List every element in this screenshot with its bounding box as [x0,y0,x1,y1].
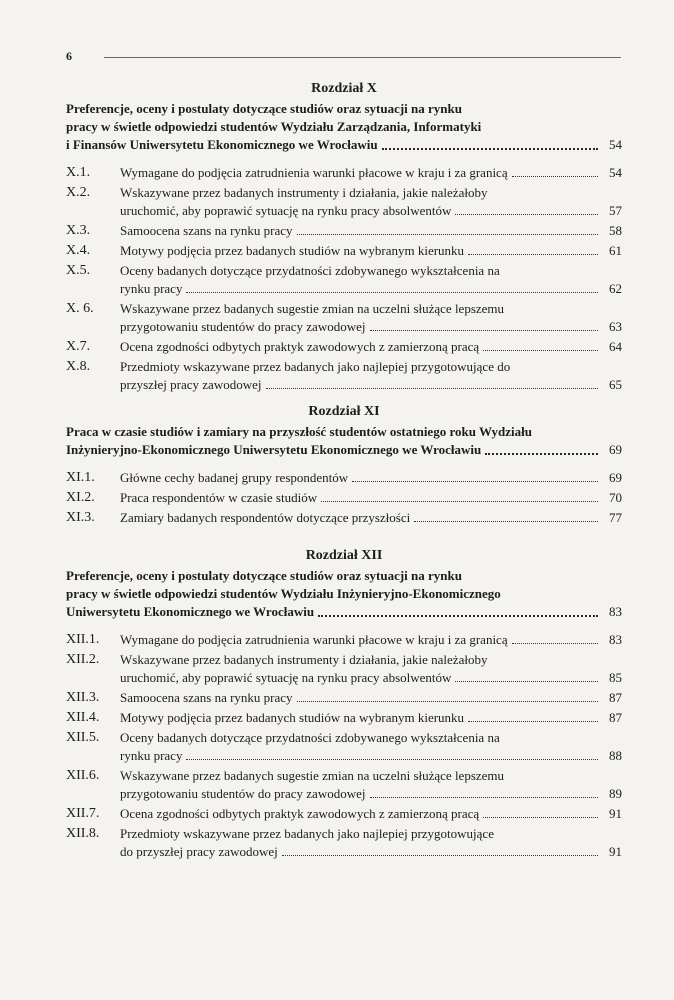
section-number: X.3. [66,223,91,238]
toc-entry [66,164,622,182]
section-number: XII.3. [66,690,100,705]
chapter-page-number: 54 [609,137,622,152]
section-page-number: 63 [609,319,622,334]
section-body [120,164,622,182]
toc-entry [66,338,622,356]
chapter-page-number: 83 [609,604,622,619]
section-title-line [120,631,622,649]
section-title-line [120,709,622,727]
dot-leader [455,214,598,215]
section-title-line [120,825,622,843]
section-body [120,184,622,220]
toc-entries [66,631,622,861]
section-body [120,300,622,336]
dot-leader [485,453,598,455]
chapter-subtitle-line [66,100,622,118]
section-title-line [120,338,622,356]
section-number: XII.7. [66,806,100,821]
section-body [120,729,622,765]
section-title-line [120,669,622,687]
toc-entries [66,469,622,527]
chapter-page-number: 69 [609,442,622,457]
chapter-subtitle-line [66,423,622,441]
section-body [120,222,622,240]
section-body [120,651,622,687]
section-number: X.1. [66,165,91,180]
section-number: X. 6. [66,301,94,316]
chapter-x [66,80,622,394]
dot-leader [370,330,599,331]
page-header [66,49,621,63]
section-title-line [120,184,622,202]
chapter-subtitle-line [66,585,622,603]
section-title-text: Praca respondentów w czasie studiów [120,490,318,505]
chapter-subtitle-text: Inżynieryjno-Ekonomicznego Uniwersytetu Ekonomicznego we Wrocławiu [66,442,482,457]
section-title-text: Przedmioty wskazywane przez badanych jako najlepiej przygotowujące [120,826,494,841]
section-page-number: 91 [609,806,622,821]
section-page-number: 87 [609,710,622,725]
section-number: X.7. [66,339,91,354]
toc-entry [66,262,622,298]
section-title-text: Ocena zgodności odbytych praktyk zawodowych z zamierzoną pracą [120,806,480,821]
dot-leader [352,481,598,482]
toc-entry [66,729,622,765]
section-title-text: Przedmioty wskazywane przez badanych jako najlepiej przygotowujące do [120,359,511,374]
section-page-number: 54 [609,165,622,180]
section-title-line [120,469,622,487]
section-title-text: Wymagane do podjęcia zatrudnienia warunki płacowe w kraju i za granicą [120,632,508,647]
section-title-line [120,358,622,376]
section-body [120,825,622,861]
section-title-line [120,262,622,280]
section-page-number: 58 [609,223,622,238]
section-title-text: Oceny badanych dotyczące przydatności zdobywanego wykształcenia na [120,263,500,278]
section-body [120,358,622,394]
section-body [120,262,622,298]
section-page-number: 61 [609,243,622,258]
section-title-text: rynku pracy [120,748,183,763]
chapter-subtitle-text: Praca w czasie studiów i zamiary na przyszłość studentów ostatniego roku Wydziału [66,424,532,439]
section-title-text: do przyszłej pracy zawodowej [120,844,278,859]
section-title-line [120,747,622,765]
dot-leader [414,521,598,522]
section-title-text: Wskazywane przez badanych sugestie zmian na uczelni służące lepszemu [120,768,505,783]
section-title-line [120,376,622,394]
section-title-line [120,280,622,298]
chapter-subtitle [66,423,622,459]
section-title-text: Zamiary badanych respondentów dotyczące przyszłości [120,510,411,525]
dot-leader [186,292,598,293]
toc-entry [66,651,622,687]
section-page-number: 88 [609,748,622,763]
section-title-line [120,785,622,803]
section-page-number: 87 [609,690,622,705]
section-title-line [120,729,622,747]
dot-leader [282,855,598,856]
section-title-text: Samoocena szans na rynku pracy [120,690,293,705]
chapter-subtitle-line [66,603,622,621]
dot-leader [468,254,598,255]
section-title-text: uruchomić, aby poprawić sytuację na rynku pracy absolwentów [120,203,452,218]
section-title-line [120,164,622,182]
toc-entry [66,300,622,336]
section-title-line [120,805,622,823]
toc-entry [66,242,622,260]
section-title-text: Wskazywane przez badanych instrumenty i działania, jakie należałoby [120,652,488,667]
section-page-number: 64 [609,339,622,354]
dot-leader [468,721,598,722]
section-number: XI.3. [66,510,95,525]
section-body [120,631,622,649]
toc-entry [66,469,622,487]
toc-entry [66,631,622,649]
section-page-number: 89 [609,786,622,801]
chapter-subtitle-text: pracy w świetle odpowiedzi studentów Wydziału Zarządzania, Informatyki [66,119,482,134]
chapter-subtitle-line [66,567,622,585]
section-number: XII.1. [66,632,100,647]
chapter-subtitle-line [66,118,622,136]
toc-entry [66,222,622,240]
dot-leader [512,176,598,177]
section-title-text: przygotowaniu studentów do pracy zawodowej [120,786,366,801]
section-body [120,469,622,487]
dot-leader [382,148,598,150]
toc-entry [66,805,622,823]
section-title-text: Samoocena szans na rynku pracy [120,223,293,238]
section-page-number: 91 [609,844,622,859]
toc-entry [66,358,622,394]
section-title-line [120,651,622,669]
section-number: XII.5. [66,730,100,745]
section-page-number: 62 [609,281,622,296]
section-page-number: 69 [609,470,622,485]
page-number: 6 [66,49,72,63]
chapter-title: Rozdział XI [308,404,380,419]
chapter-title: Rozdział XII [305,548,383,563]
dot-leader [512,643,598,644]
section-title-text: Motywy podjęcia przez badanych studiów na wybranym kierunku [120,243,465,258]
section-number: XI.2. [66,490,95,505]
dot-leader [483,350,598,351]
chapter-subtitle [66,100,622,154]
header-rule [104,57,621,58]
section-title-text: Motywy podjęcia przez badanych studiów na wybranym kierunku [120,710,465,725]
section-body [120,242,622,260]
section-body [120,509,622,527]
section-page-number: 65 [609,377,622,392]
section-title-text: przyszłej pracy zawodowej [120,377,262,392]
section-title-text: Oceny badanych dotyczące przydatności zdobywanego wykształcenia na [120,730,500,745]
section-title-line [120,489,622,507]
dot-leader [370,797,599,798]
section-title-text: Wskazywane przez badanych sugestie zmian na uczelni służące lepszemu [120,301,505,316]
section-title-line [120,300,622,318]
chapter-subtitle-line [66,441,622,459]
toc-entry [66,767,622,803]
section-number: XI.1. [66,470,95,485]
dot-leader [297,701,598,702]
chapter-subtitle-text: pracy w świetle odpowiedzi studentów Wydziału Inżynieryjno-Ekonomicznego [66,586,501,601]
dot-leader [321,501,598,502]
section-title-line [120,767,622,785]
toc-entry [66,184,622,220]
section-title-line [120,222,622,240]
chapter-subtitle-line [66,136,622,154]
section-number: X.4. [66,243,91,258]
dot-leader [186,759,598,760]
section-number: XII.6. [66,768,100,783]
toc-entry [66,489,622,507]
section-title-line [120,689,622,707]
chapter-subtitle-text: Preferencje, oceny i postulaty dotyczące studiów oraz sytuacji na rynku [66,101,462,116]
section-number: X.8. [66,359,91,374]
section-page-number: 83 [609,632,622,647]
toc-entry [66,509,622,527]
chapter-title: Rozdział X [311,81,377,96]
chapter-subtitle-text: i Finansów Uniwersytetu Ekonomicznego we Wrocławiu [66,137,378,152]
section-body [120,338,622,356]
section-page-number: 85 [609,670,622,685]
section-title-line [120,202,622,220]
section-title-text: Wskazywane przez badanych instrumenty i działania, jakie należałoby [120,185,488,200]
section-title-line [120,318,622,336]
toc-entry [66,825,622,861]
toc-entry [66,709,622,727]
section-title-line [120,843,622,861]
section-title-text: Wymagane do podjęcia zatrudnienia warunki płacowe w kraju i za granicą [120,165,508,180]
toc-entries [66,164,622,394]
chapter-subtitle-text: Preferencje, oceny i postulaty dotyczące studiów oraz sytuacji na rynku [66,568,462,583]
section-title-text: uruchomić, aby poprawić sytuację na rynku pracy absolwentów [120,670,452,685]
section-title-line [120,242,622,260]
section-title-line [120,509,622,527]
dot-leader [455,681,598,682]
section-body [120,805,622,823]
dot-leader [297,234,598,235]
chapter-subtitle [66,567,622,621]
section-title-text: Główne cechy badanej grupy respondentów [120,470,349,485]
section-number: X.2. [66,185,91,200]
section-page-number: 77 [609,510,622,525]
dot-leader [318,615,598,617]
dot-leader [483,817,598,818]
section-number: XII.4. [66,710,100,725]
chapter-subtitle-text: Uniwersytetu Ekonomicznego we Wrocławiu [66,604,315,619]
section-number: XII.2. [66,652,100,667]
section-body [120,689,622,707]
section-page-number: 57 [609,203,622,218]
section-body [120,767,622,803]
section-body [120,709,622,727]
chapter-xi [66,403,622,527]
dot-leader [266,388,599,389]
section-body [120,489,622,507]
toc-entry [66,689,622,707]
chapter-xii [66,547,622,861]
section-page-number: 70 [609,490,622,505]
section-number: X.5. [66,263,91,278]
section-number: XII.8. [66,826,100,841]
section-title-text: Ocena zgodności odbytych praktyk zawodowych z zamierzoną pracą [120,339,480,354]
section-title-text: rynku pracy [120,281,183,296]
section-title-text: przygotowaniu studentów do pracy zawodowej [120,319,366,334]
